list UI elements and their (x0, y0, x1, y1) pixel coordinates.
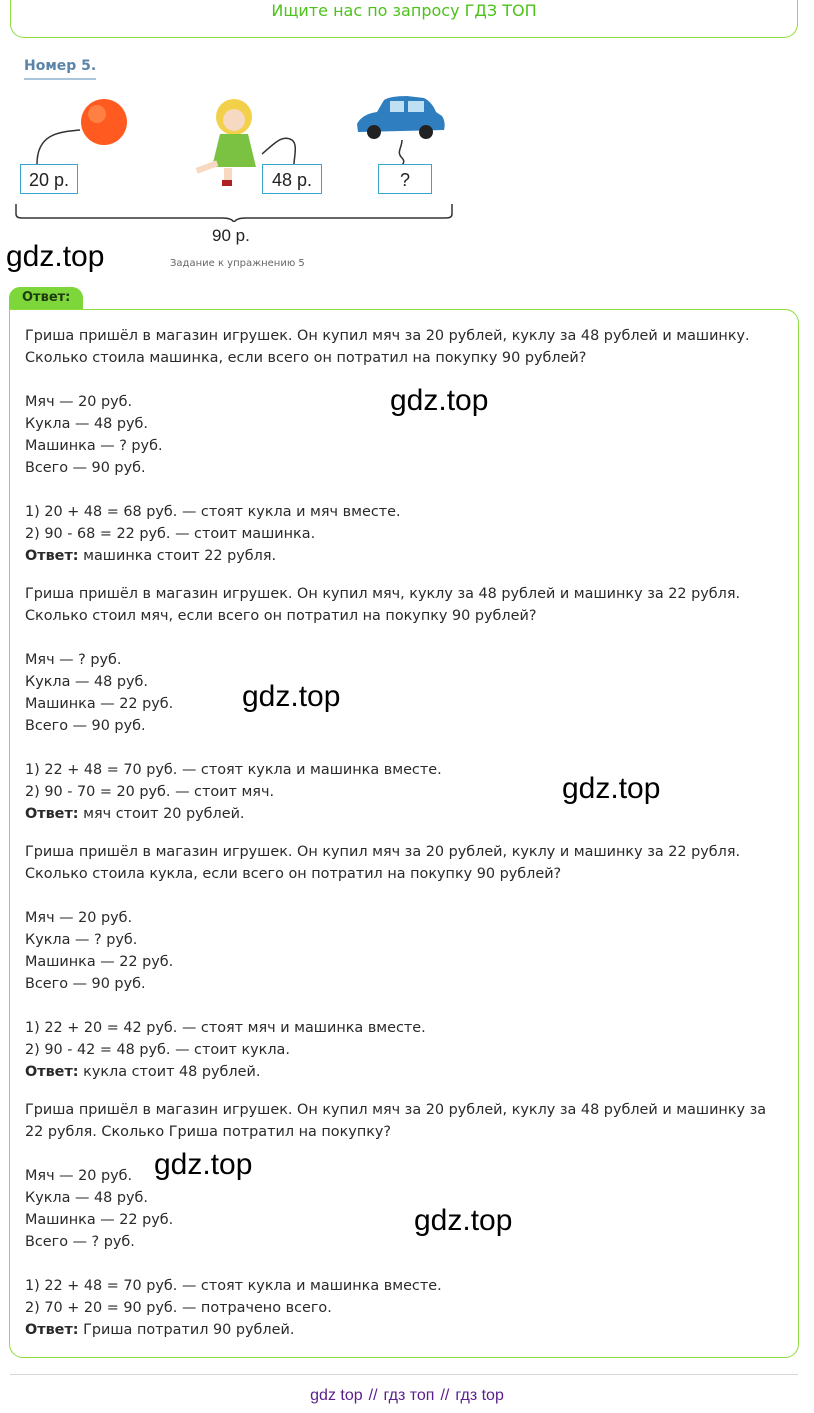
watermark: gdz.top (6, 240, 105, 273)
solution-step: 1) 22 + 48 = 70 руб. — стоят кукла и машинка вместе. (25, 1278, 442, 1294)
watermark: gdz.top (562, 772, 661, 805)
solution-step: 1) 22 + 48 = 70 руб. — стоят кукла и машинка вместе. (25, 762, 442, 778)
footer-divider (10, 1374, 798, 1375)
solution-step: 2) 90 - 68 = 22 руб. — стоит машинка. (25, 526, 316, 542)
answer-tab: Ответ: (9, 287, 83, 309)
figure-caption: Задание к упражнению 5 (170, 258, 305, 269)
answer-value: кукла стоит 48 рублей. (78, 1064, 261, 1080)
footer-link[interactable]: гдз топ (383, 1387, 435, 1404)
given-line: Кукла — ? руб. (25, 932, 138, 948)
given-line: Кукла — 48 руб. (25, 1190, 148, 1206)
total-label: 90 р. (212, 226, 250, 245)
answer-label: Ответ: (25, 1064, 79, 1080)
given-line: Машинка — ? руб. (25, 438, 163, 454)
watermark: gdz.top (242, 680, 341, 713)
given-line: Мяч — ? руб. (25, 652, 122, 668)
answer-line (25, 803, 785, 825)
watermark: gdz.top (414, 1204, 513, 1237)
given-line: Мяч — 20 руб. (25, 394, 133, 410)
given-line: Всего — 90 руб. (25, 976, 146, 992)
solution-section (25, 567, 785, 825)
solution-section (25, 825, 785, 1083)
problem-text: Гриша пришёл в магазин игрушек. Он купил мяч за 20 рублей, куклу за 48 рублей и машинку. Сколько стоила машинка, если всего он потратил на покупку 90 рублей? (25, 328, 755, 366)
task-title: Номер 5. (24, 58, 96, 80)
footer-separator: // (440, 1387, 450, 1404)
given-line: Кукла — 48 руб. (25, 674, 148, 690)
answer-label: Ответ: (25, 806, 79, 822)
given-line: Машинка — 22 руб. (25, 696, 174, 712)
given-line: Мяч — 20 руб. (25, 1168, 133, 1184)
given-line: Всего — 90 руб. (25, 460, 146, 476)
footer-link[interactable]: gdz top (310, 1387, 363, 1404)
solution-section (25, 325, 785, 567)
answer-line (25, 1061, 785, 1083)
solution-step: 1) 22 + 20 = 42 руб. — стоят мяч и машинка вместе. (25, 1020, 426, 1036)
watermark: gdz.top (390, 384, 489, 417)
solution-step: 2) 70 + 20 = 90 руб. — потрачено всего. (25, 1300, 332, 1316)
problem-text: Гриша пришёл в магазин игрушек. Он купил мяч за 20 рублей, куклу за 48 рублей и машинку за 22 рубля. Сколько Гриша потратил на покупку? (25, 1102, 771, 1140)
solution-step: 1) 20 + 48 = 68 руб. — стоят кукла и мяч вместе. (25, 504, 401, 520)
problem-text: Гриша пришёл в магазин игрушек. Он купил мяч, куклу за 48 рублей и машинку за 22 рубля. Сколько стоил мяч, если всего он потратил на покупку 90 рублей? (25, 586, 745, 624)
solution-section (25, 1083, 785, 1341)
ball-price-box: 20 р. (20, 164, 78, 194)
given-line: Машинка — 22 руб. (25, 954, 174, 970)
answer-label: Ответ: (25, 548, 79, 564)
given-line: Кукла — 48 руб. (25, 416, 148, 432)
ball-icon (81, 99, 127, 145)
answer-label: Ответ: (25, 1322, 79, 1338)
solution-step: 2) 90 - 70 = 20 руб. — стоит мяч. (25, 784, 275, 800)
footer-separator: // (368, 1387, 378, 1404)
answer-value: машинка стоит 22 рубля. (78, 548, 277, 564)
answer-value: Гриша потратил 90 рублей. (78, 1322, 295, 1338)
answer-line (25, 1319, 785, 1341)
watermark: gdz.top (154, 1148, 253, 1181)
doll-price-box: 48 р. (262, 164, 322, 194)
given-line: Всего — ? руб. (25, 1234, 135, 1250)
footer-link[interactable]: гдз top (455, 1387, 504, 1404)
given-line: Всего — 90 руб. (25, 718, 146, 734)
given-line: Машинка — 22 руб. (25, 1212, 174, 1228)
footer (0, 1387, 814, 1405)
solution-step: 2) 90 - 42 = 48 руб. — стоит кукла. (25, 1042, 290, 1058)
answer-value: мяч стоит 20 рублей. (78, 806, 245, 822)
answer-line (25, 545, 785, 567)
problem-text: Гриша пришёл в магазин игрушек. Он купил мяч за 20 рублей, куклу и машинку за 22 рубля. Сколько стоила кукла, если всего он потратил на покупку 90 рублей? (25, 844, 745, 882)
doll-icon (196, 99, 256, 186)
car-icon (357, 96, 445, 139)
search-banner: Ищите нас по запросу ГДЗ ТОП (10, 0, 798, 38)
figure-drawing (12, 92, 462, 222)
answer-content (25, 325, 785, 1341)
total-brace (16, 204, 452, 222)
car-price-box: ? (378, 164, 432, 194)
given-line: Мяч — 20 руб. (25, 910, 133, 926)
